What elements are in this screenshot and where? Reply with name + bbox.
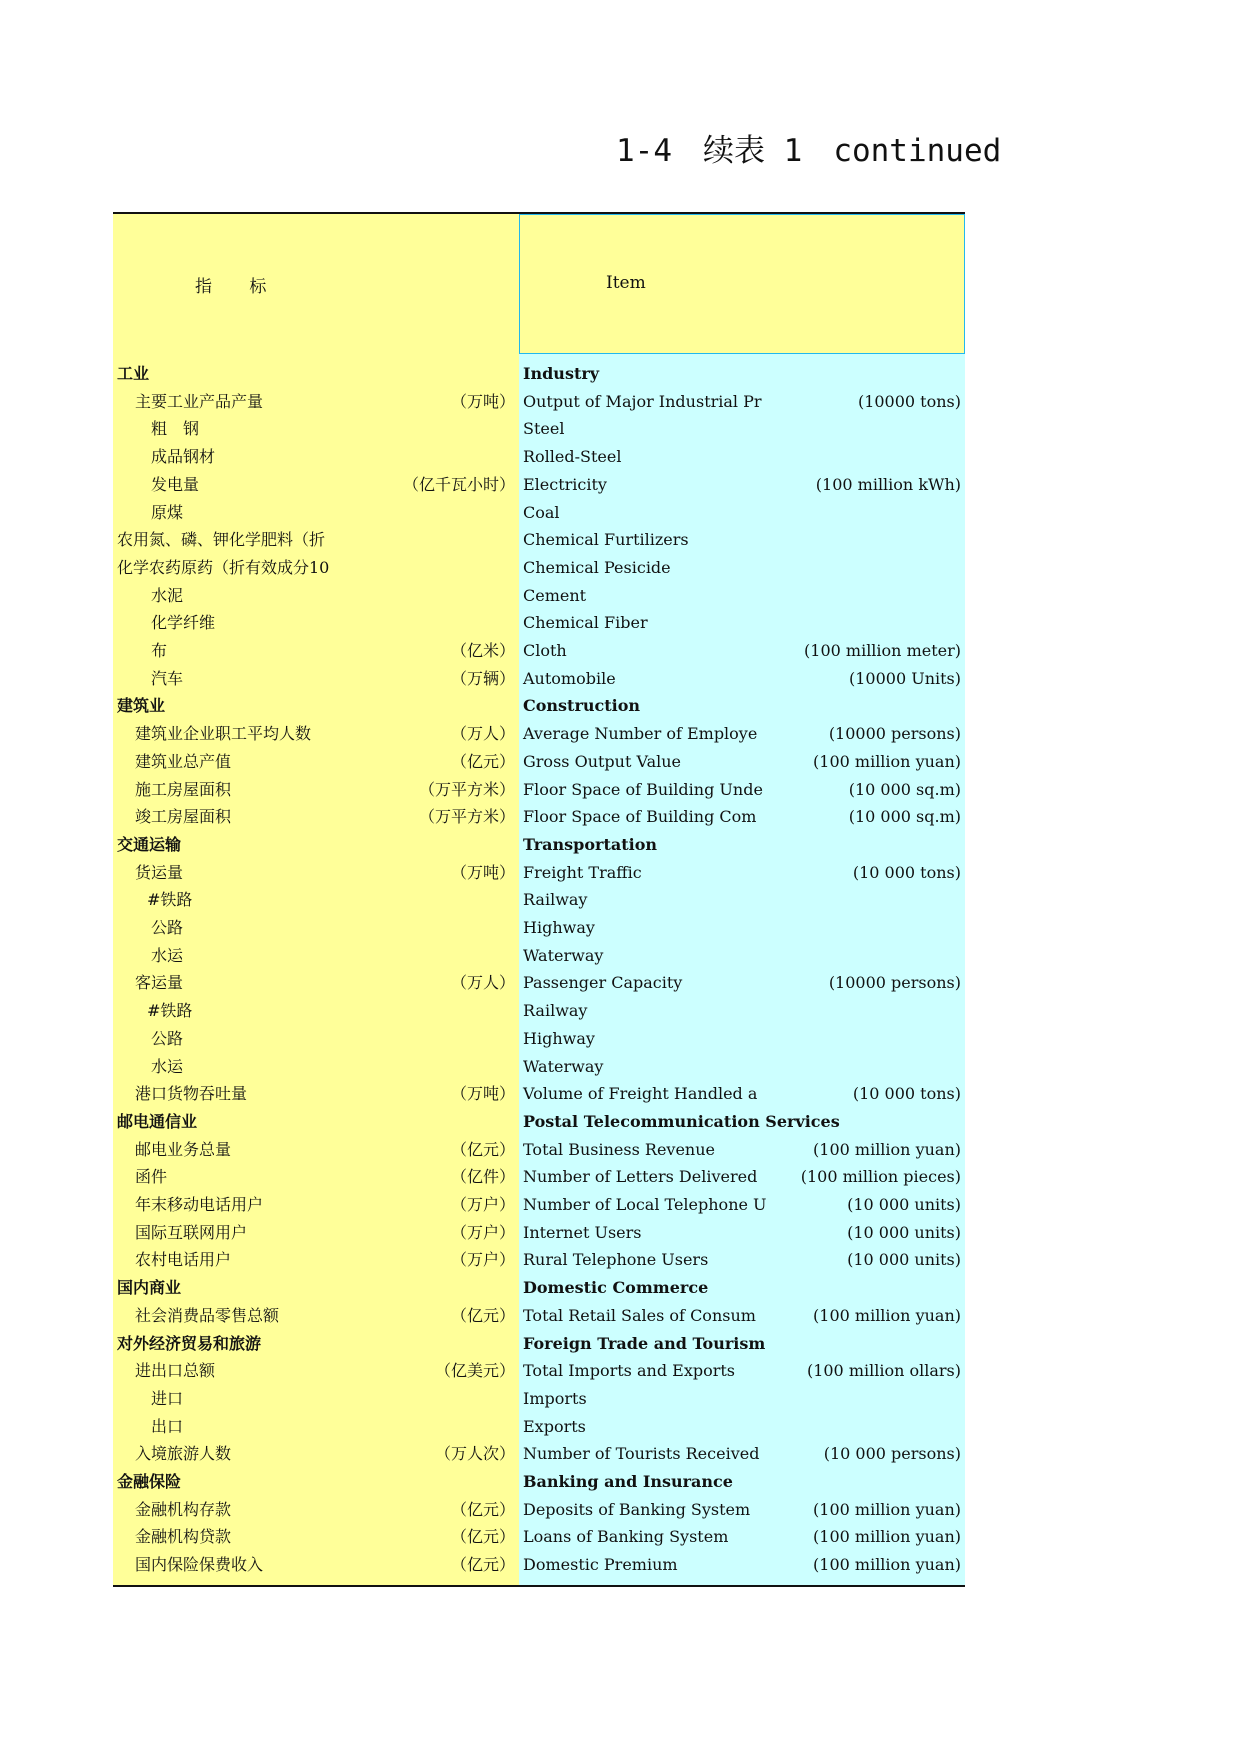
- category-row: [113, 1330, 965, 1358]
- table-row: [113, 1136, 965, 1164]
- category-row: [113, 831, 965, 859]
- item-label-english: Internet Users: [523, 1222, 642, 1242]
- item-label-english: Domestic Premium: [523, 1555, 678, 1575]
- item-label-chinese: 主要工业产品产量: [135, 391, 264, 411]
- table-row: [113, 886, 965, 914]
- item-label-english: Waterway: [523, 1056, 604, 1076]
- item-label-english: Chemical Pesicide: [523, 557, 671, 577]
- item-label-chinese: 入境旅游人数: [135, 1444, 232, 1464]
- item-label-chinese: 金融保险: [117, 1472, 182, 1491]
- item-label-chinese: 国内商业: [117, 1278, 182, 1298]
- item-label-chinese: 公路: [151, 1028, 184, 1048]
- item-label-chinese: 邮电业务总量: [135, 1139, 232, 1159]
- unit-label-chinese: （亿米）: [450, 641, 515, 660]
- table-row: [113, 471, 965, 499]
- unit-label-chinese: （万人次）: [434, 1444, 515, 1464]
- table-body: [113, 354, 965, 1585]
- unit-label-english: (10 000 units): [847, 1250, 961, 1270]
- unit-label-chinese: （万平方米）: [418, 807, 515, 827]
- unit-label-chinese: （亿元）: [450, 751, 515, 771]
- table-row: [113, 554, 965, 582]
- item-label-chinese: 水运: [151, 945, 184, 965]
- unit-label-english: (100 million meter): [804, 641, 961, 660]
- header-label-english: Item: [606, 273, 646, 293]
- item-label-chinese: 货运量: [135, 862, 184, 882]
- item-label-chinese: 国内保险保费收入: [135, 1555, 264, 1575]
- item-label-english: Industry: [523, 364, 600, 383]
- item-label-english: Freight Traffic: [523, 862, 642, 882]
- item-label-english: Number of Tourists Received: [523, 1444, 760, 1464]
- item-label-english: Number of Local Telephone U: [523, 1195, 767, 1214]
- table-row: [113, 1440, 965, 1468]
- unit-label-chinese: （万吨）: [450, 1084, 515, 1104]
- item-label-chinese: 社会消费品零售总额: [135, 1305, 280, 1325]
- item-label-chinese: 客运量: [135, 973, 184, 993]
- table-row: [113, 609, 965, 637]
- unit-label-english: (10000 Units): [848, 668, 961, 688]
- table-row: [113, 499, 965, 527]
- table-row: [113, 388, 965, 416]
- item-label-chinese: 竣工房屋面积: [135, 807, 232, 827]
- item-label-chinese: 金融机构贷款: [135, 1527, 232, 1547]
- item-label-chinese: 化学农药原药（折有效成分10: [117, 557, 330, 577]
- item-label-chinese: 国际互联网用户: [135, 1222, 248, 1242]
- item-label-english: Railway: [523, 1001, 588, 1021]
- table-row: [113, 1219, 965, 1247]
- item-label-english: Loans of Banking System: [523, 1527, 729, 1547]
- item-label-english: Electricity: [523, 474, 607, 494]
- table-row: [113, 914, 965, 942]
- unit-label-chinese: （万户）: [450, 1195, 515, 1214]
- item-label-chinese: 农用氮、磷、钾化学肥料（折: [117, 530, 326, 550]
- table-row: [113, 803, 965, 831]
- table-row: [113, 1385, 965, 1413]
- unit-label-chinese: （亿元）: [450, 1499, 515, 1519]
- unit-label-english: (10000 persons): [828, 973, 961, 993]
- item-label-english: Coal: [523, 502, 560, 522]
- item-label-chinese: 农村电话用户: [135, 1250, 232, 1270]
- table-row: [113, 526, 965, 554]
- category-row: [113, 1274, 965, 1302]
- item-label-chinese: 进口: [151, 1388, 184, 1408]
- item-label-chinese: 建筑业总产值: [135, 751, 232, 771]
- unit-label-chinese: （万人）: [450, 973, 515, 993]
- item-label-chinese: #铁路: [147, 890, 193, 910]
- category-row: [113, 360, 965, 388]
- unit-label-chinese: （万吨）: [450, 862, 515, 882]
- unit-label-chinese: （万户）: [450, 1222, 515, 1242]
- unit-label-english: (100 million yuan): [813, 1527, 961, 1547]
- table-row: [113, 942, 965, 970]
- unit-label-english: (10 000 sq.m): [848, 807, 961, 827]
- item-label-chinese: 出口: [151, 1416, 184, 1436]
- item-label-english: Steel: [523, 419, 565, 439]
- header-label-chinese: 指 标: [195, 277, 283, 297]
- item-label-english: Deposits of Banking System: [523, 1499, 751, 1519]
- unit-label-english: (100 million yuan): [813, 751, 961, 771]
- item-label-english: Exports: [523, 1416, 586, 1436]
- table-row: [113, 1163, 965, 1191]
- item-label-english: Passenger Capacity: [523, 973, 683, 993]
- unit-label-english: (10 000 tons): [852, 862, 961, 882]
- item-label-chinese: 交通运输: [117, 834, 182, 854]
- item-label-english: Gross Output Value: [523, 751, 681, 771]
- unit-label-chinese: （亿美元）: [434, 1361, 515, 1381]
- table-row: [113, 1246, 965, 1274]
- unit-label-english: (100 million yuan): [813, 1499, 961, 1519]
- table-row: [113, 1053, 965, 1081]
- item-label-english: Total Imports and Exports: [523, 1361, 736, 1381]
- table-row: [113, 1191, 965, 1219]
- item-label-chinese: 港口货物吞吐量: [135, 1084, 248, 1104]
- item-label-english: Banking and Insurance: [523, 1472, 733, 1491]
- unit-label-chinese: （万平方米）: [418, 779, 515, 799]
- table-row: [113, 1413, 965, 1441]
- table-row: [113, 1025, 965, 1053]
- item-label-english: Total Retail Sales of Consum: [523, 1305, 756, 1325]
- table-row: [113, 1523, 965, 1551]
- item-label-chinese: 公路: [151, 918, 184, 937]
- item-label-chinese: 布: [151, 641, 168, 660]
- unit-label-english: (10 000 units): [847, 1195, 961, 1214]
- table-row: [113, 1302, 965, 1330]
- unit-label-chinese: （亿件）: [450, 1167, 515, 1187]
- item-label-english: Cement: [523, 585, 587, 605]
- item-label-english: Waterway: [523, 945, 604, 965]
- item-label-chinese: 成品钢材: [151, 447, 216, 467]
- item-label-chinese: 年末移动电话用户: [135, 1195, 264, 1214]
- item-label-chinese: 原煤: [151, 502, 184, 522]
- category-row: [113, 692, 965, 720]
- unit-label-english: (10 000 persons): [823, 1444, 961, 1464]
- unit-label-english: (10000 tons): [857, 391, 961, 411]
- item-label-chinese: 施工房屋面积: [135, 779, 232, 799]
- item-label-chinese: 函件: [135, 1167, 168, 1187]
- table-row: [113, 748, 965, 776]
- table-row: [113, 1080, 965, 1108]
- table-row: [113, 776, 965, 804]
- item-label-english: Total Business Revenue: [523, 1139, 716, 1159]
- table-row: [113, 1551, 965, 1579]
- item-label-english: Postal Telecommunication Services: [523, 1111, 840, 1131]
- table-header: [113, 214, 965, 354]
- item-label-chinese: 水运: [151, 1056, 184, 1076]
- item-label-english: Floor Space of Building Com: [523, 807, 757, 827]
- item-label-chinese: 建筑业企业职工平均人数: [135, 724, 312, 744]
- table-row: [113, 443, 965, 471]
- unit-label-english: (100 million yuan): [813, 1139, 961, 1159]
- unit-label-english: (10 000 sq.m): [848, 779, 961, 799]
- category-row: [113, 1468, 965, 1496]
- unit-label-chinese: （亿千瓦小时）: [402, 474, 515, 494]
- item-label-chinese: 对外经济贸易和旅游: [117, 1333, 262, 1353]
- table-row: [113, 720, 965, 748]
- item-label-chinese: 汽车: [151, 668, 184, 688]
- item-label-english: Chemical Furtilizers: [523, 530, 689, 550]
- item-label-english: Foreign Trade and Tourism: [523, 1333, 766, 1353]
- item-label-english: Output of Major Industrial Pr: [523, 391, 762, 411]
- item-label-english: Imports: [523, 1388, 587, 1408]
- item-label-chinese: 建筑业: [117, 696, 166, 716]
- item-label-english: Construction: [523, 696, 641, 716]
- table-row: [113, 665, 965, 693]
- unit-label-english: (100 million ollars): [806, 1361, 961, 1381]
- table-row: [113, 1496, 965, 1524]
- header-cell-english: [519, 214, 965, 354]
- table-row: [113, 969, 965, 997]
- unit-label-chinese: （万辆）: [450, 668, 515, 688]
- table-row: [113, 582, 965, 610]
- item-label-chinese: 金融机构存款: [135, 1499, 232, 1519]
- item-label-english: Floor Space of Building Unde: [523, 779, 763, 799]
- item-label-english: Highway: [523, 1028, 595, 1048]
- unit-label-chinese: （万吨）: [450, 391, 515, 411]
- unit-label-english: (100 million kWh): [815, 474, 961, 494]
- unit-label-chinese: （万户）: [450, 1250, 515, 1270]
- item-label-english: Volume of Freight Handled a: [523, 1084, 758, 1104]
- table-row: [113, 415, 965, 443]
- unit-label-english: (10 000 units): [847, 1222, 961, 1242]
- unit-label-english: (10 000 tons): [852, 1084, 961, 1104]
- item-label-english: Rural Telephone Users: [523, 1250, 709, 1270]
- item-label-english: Rolled-Steel: [523, 447, 622, 467]
- unit-label-chinese: （万人）: [450, 724, 515, 744]
- table-bottom-rule: [113, 1585, 965, 1587]
- item-label-english: Number of Letters Delivered: [523, 1167, 758, 1187]
- page-title: 1-4 续表 1 continued: [616, 133, 1002, 169]
- item-label-chinese: 工业: [117, 364, 150, 383]
- table-row: [113, 997, 965, 1025]
- unit-label-chinese: （亿元）: [450, 1527, 515, 1547]
- item-label-english: Chemical Fiber: [523, 613, 648, 633]
- item-label-english: Average Number of Employe: [523, 724, 758, 744]
- item-label-english: Transportation: [523, 834, 657, 854]
- table-row: [113, 637, 965, 665]
- unit-label-english: (10000 persons): [828, 724, 961, 744]
- table-row: [113, 1357, 965, 1385]
- unit-label-chinese: （亿元）: [450, 1139, 515, 1159]
- header-cell-chinese: [113, 214, 519, 354]
- item-label-english: Automobile: [523, 668, 616, 688]
- unit-label-english: (100 million yuan): [813, 1305, 961, 1325]
- item-label-chinese: 发电量: [151, 474, 200, 494]
- item-label-chinese: 粗 钢: [151, 419, 200, 439]
- item-label-english: Cloth: [523, 641, 567, 660]
- item-label-chinese: 进出口总额: [135, 1361, 216, 1381]
- table-row: [113, 859, 965, 887]
- category-row: [113, 1108, 965, 1136]
- item-label-english: Railway: [523, 890, 588, 910]
- unit-label-english: (100 million pieces): [800, 1167, 961, 1187]
- item-label-chinese: 邮电通信业: [117, 1111, 198, 1131]
- unit-label-chinese: （亿元）: [450, 1305, 515, 1325]
- item-label-chinese: 化学纤维: [151, 613, 216, 633]
- unit-label-english: (100 million yuan): [813, 1555, 961, 1575]
- item-label-english: Highway: [523, 918, 595, 937]
- item-label-english: Domestic Commerce: [523, 1278, 709, 1298]
- item-label-chinese: 水泥: [151, 585, 184, 605]
- item-label-chinese: #铁路: [147, 1001, 193, 1021]
- unit-label-chinese: （亿元）: [450, 1555, 515, 1575]
